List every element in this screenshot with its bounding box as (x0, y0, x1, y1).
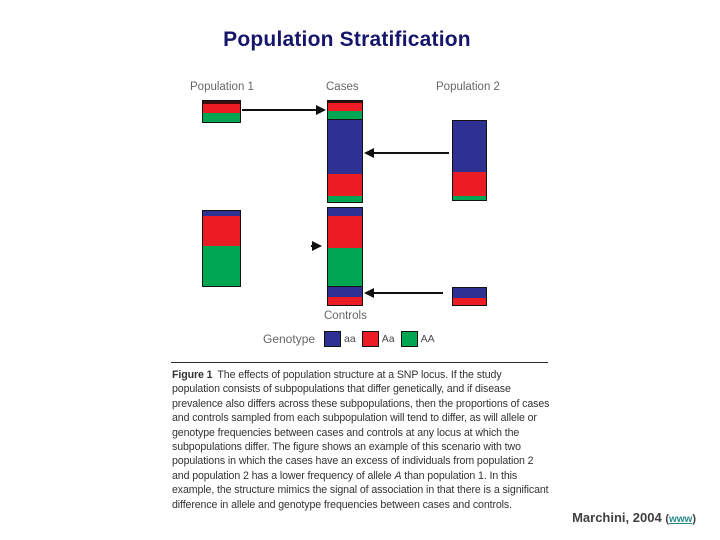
legend-swatch-AA (401, 331, 418, 347)
label-controls: Controls (324, 310, 367, 322)
bar-population-2-sample-to-controls (452, 287, 487, 306)
segment-aa (453, 288, 486, 298)
segment-aa (328, 208, 362, 216)
segment-Aa (328, 174, 362, 196)
legend-label-aa: aa (344, 333, 356, 345)
www-link[interactable]: www (668, 514, 693, 525)
citation-close-paren: ) (692, 513, 696, 525)
arrow-line-population-2-to-cases (372, 152, 449, 154)
legend-label-Aa: Aa (381, 333, 395, 345)
segment-aa (328, 287, 362, 297)
arrowhead-icon-population-1-to-cases (316, 105, 326, 115)
arrow-line-population-2-to-controls (372, 292, 443, 294)
citation (572, 510, 696, 525)
segment-Aa (453, 172, 486, 196)
bar-population-1-sample-to-cases (202, 100, 241, 123)
segment-AA (453, 196, 486, 200)
bar-controls (327, 207, 363, 306)
segment-Aa (328, 297, 362, 305)
segment-aa (328, 120, 362, 174)
arrowhead-icon-population-1-to-controls (312, 241, 322, 251)
segment-AA (203, 246, 240, 286)
segment-Aa (453, 298, 486, 305)
caption-divider-line (171, 362, 548, 363)
arrow-line-population-1-to-cases (242, 109, 318, 111)
figure-caption-text-2: than population 1. In this example, the structure mimics the signal of association in that there is a significant difference in allele and genotype frequencies between cases and controls. (172, 469, 549, 511)
arrowhead-icon-population-2-to-controls (364, 288, 374, 298)
figure-caption-label: Figure 1 (172, 369, 213, 381)
legend-title: Genotype (263, 332, 316, 346)
segment-AA (328, 196, 362, 202)
citation-open-paren: ( (665, 513, 669, 525)
legend-swatch-aa (324, 331, 341, 347)
bar-population-2-sample-to-cases (452, 120, 487, 201)
segment-Aa (203, 216, 240, 246)
figure-caption-allele-a: A (394, 469, 402, 482)
legend-label-AA: AA (420, 333, 435, 345)
segment-Aa (328, 103, 362, 111)
figure-caption (172, 368, 552, 512)
segment-aa (453, 121, 486, 172)
segment-AA (203, 113, 240, 122)
segment-Aa (328, 216, 362, 248)
label-population-2: Population 2 (436, 81, 500, 93)
slide-title: Population Stratification (223, 28, 471, 51)
label-cases: Cases (326, 81, 359, 93)
legend-swatch-Aa (362, 331, 379, 347)
arrowhead-icon-population-2-to-cases (364, 148, 374, 158)
bar-cases (327, 100, 363, 203)
bar-population-1-sample-to-controls (202, 210, 241, 287)
genotype-legend (263, 331, 441, 347)
figure-caption-text-1: The effects of population structure at a SNP locus. If the study population consists of subpopulations that differ genetically, and if disease prevalence also differs across these subpopulations, then the proportions of cases and controls sampled from each subpopulation will tend to differ, as will allele or genotype frequencies between cases and controls at any locus at which the subpopulations differ. The figure shows an example of this scenario with two populations in which the cases have an excess of individuals from population 2 and population 2 has a lower frequency of allele (172, 369, 550, 482)
segment-Aa (203, 104, 240, 113)
segment-AA (328, 111, 362, 120)
citation-author: Marchini, 2004 (572, 510, 662, 525)
label-population-1: Population 1 (190, 81, 254, 93)
segment-AA (328, 248, 362, 287)
